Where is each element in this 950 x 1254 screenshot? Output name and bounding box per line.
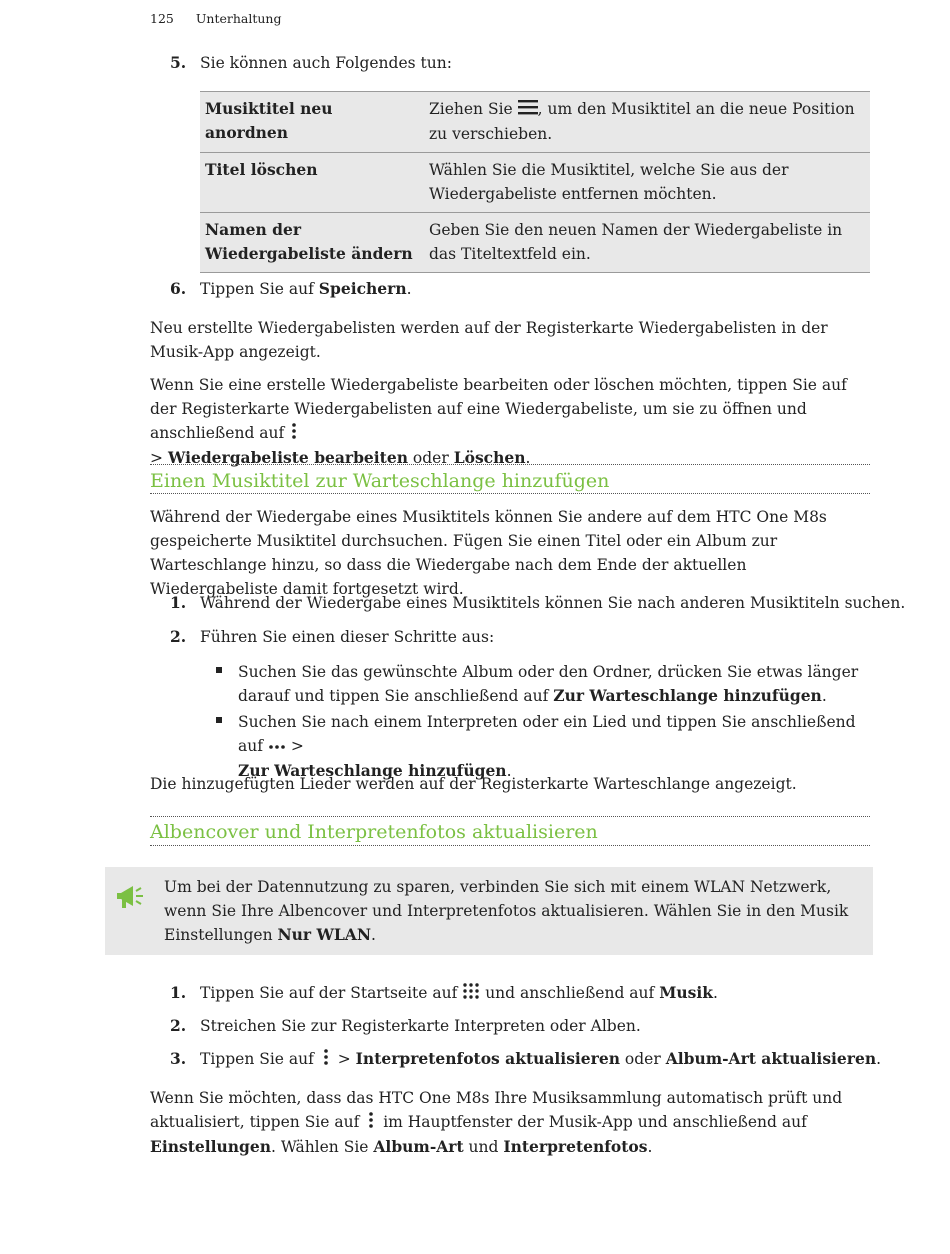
- note-text-part: Um bei der Datennutzung zu sparen, verbinden Sie sich mit einem WLAN Netzwerk, wenn Sie Ihre Albencover und Interpretenfotos aktualisieren. Wählen Sie in den Musik Einstellungen: [164, 878, 849, 944]
- drag-handle-icon: [518, 98, 538, 122]
- divider: [150, 493, 870, 494]
- paragraph-text: im Hauptfenster der Musik-App und anschließend auf: [383, 1113, 807, 1131]
- paragraph: [150, 1086, 870, 1159]
- step-text: Führen Sie einen dieser Schritte aus:: [200, 628, 495, 646]
- paragraph-text: und: [463, 1138, 504, 1156]
- paragraph-text: . Wählen Sie: [271, 1138, 374, 1156]
- step-text-bold: Musik: [659, 983, 713, 1002]
- option-description: [424, 92, 870, 153]
- bullet-text-part: Suchen Sie nach einem Interpreten oder ein Lied und tippen Sie anschließend auf: [238, 713, 856, 755]
- step-text: [200, 1047, 881, 1072]
- divider: [150, 816, 870, 817]
- option-name: Namen der Wiedergabeliste ändern: [200, 213, 424, 273]
- option-text: , um den Musiktitel an die neue Position zu verschieben.: [429, 100, 855, 143]
- step-text-part: Tippen Sie auf: [200, 1050, 314, 1068]
- page-number: 125: [150, 11, 174, 26]
- note-text-part: .: [371, 926, 376, 944]
- step-text: [200, 981, 718, 1007]
- paragraph: Neu erstellte Wiedergabelisten werden auf der Registerkarte Wiedergabelisten in der Musik-App angezeigt.: [150, 319, 828, 361]
- bullet-marker: [216, 717, 222, 723]
- bullet-text-bold: Zur Warteschlange hinzufügen: [553, 686, 822, 705]
- table-row: [200, 92, 870, 153]
- step-number: 2.: [170, 1016, 187, 1035]
- note-text-bold: Nur WLAN: [277, 925, 371, 944]
- note-text: [164, 875, 854, 947]
- step-text-part: oder: [624, 1050, 661, 1068]
- paragraph: [150, 373, 870, 470]
- bullet-text-part: Suchen Sie das gewünschte Album oder den Ordner, drücken Sie etwas länger darauf und tippen Sie anschließend auf: [238, 663, 859, 705]
- step-text-part: Tippen Sie auf der Startseite auf: [200, 984, 458, 1002]
- bullet-text-part: .: [506, 762, 512, 780]
- divider: [150, 464, 870, 465]
- step-number: 1.: [170, 593, 187, 612]
- divider: [150, 845, 870, 846]
- more-vertical-icon: [289, 422, 299, 446]
- step-text-bold: Interpretenfotos aktualisieren: [355, 1049, 620, 1068]
- separator: >: [337, 1050, 351, 1068]
- more-horizontal-icon: [268, 735, 286, 759]
- step-text-part: und anschließend auf: [485, 984, 660, 1002]
- separator: >: [150, 449, 163, 467]
- step-text: Sie können auch Folgendes tun:: [200, 54, 452, 72]
- page-header: [150, 7, 281, 31]
- section-heading: Einen Musiktitel zur Warteschlange hinzufügen: [150, 470, 610, 492]
- option-name: Musiktitel neu anordnen: [200, 92, 424, 153]
- step-text-bold: Speichern: [318, 279, 407, 298]
- paragraph-text: .: [525, 449, 531, 467]
- step-text-part: .: [712, 984, 718, 1002]
- section-name: Unterhaltung: [195, 11, 282, 26]
- more-vertical-icon: [364, 1111, 378, 1135]
- step-text-part: Tippen Sie auf: [200, 280, 319, 298]
- paragraph-bold: Interpretenfotos: [503, 1137, 648, 1156]
- step-text-bold: Album-Art aktualisieren: [665, 1049, 877, 1068]
- paragraph-bold: Einstellungen: [150, 1137, 272, 1156]
- step-number: 5.: [170, 53, 187, 72]
- bullet-text-part: .: [821, 687, 827, 705]
- option-text: Ziehen Sie: [429, 100, 518, 118]
- step-number: 2.: [170, 627, 187, 646]
- step-number: 6.: [170, 279, 187, 298]
- step-text: Während der Wiedergabe eines Musiktitels können Sie nach anderen Musiktiteln suchen.: [200, 594, 906, 612]
- separator: >: [290, 737, 304, 755]
- step-number: 3.: [170, 1049, 187, 1068]
- option-name: Titel löschen: [200, 153, 424, 213]
- bullet-text: [238, 660, 870, 708]
- bullet-text-bold: Zur Warteschlange hinzufügen: [238, 761, 507, 780]
- option-description: Wählen Sie die Musiktitel, welche Sie aus der Wiedergabeliste entfernen möchten.: [424, 153, 870, 213]
- more-vertical-icon: [319, 1048, 333, 1072]
- step-text-part: .: [876, 1050, 882, 1068]
- paragraph-text: .: [647, 1138, 653, 1156]
- paragraph-text: Wenn Sie möchten, dass das HTC One M8s Ihre Musiksammlung automatisch prüft und aktualisiert, tippen Sie auf: [150, 1089, 843, 1131]
- paragraph-bold: Album-Art: [373, 1137, 464, 1156]
- paragraph-bold: Wiedergabeliste bearbeiten: [167, 448, 408, 467]
- options-table: [200, 91, 870, 273]
- step-text: [200, 277, 412, 301]
- table-row: [200, 213, 870, 273]
- apps-grid-icon: [462, 982, 480, 1007]
- megaphone-icon: [115, 882, 147, 919]
- paragraph-text: Wenn Sie eine erstelle Wiedergabeliste bearbeiten oder löschen möchten, tippen Sie auf der Registerkarte Wiedergabelisten auf eine Wiedergabeliste, um sie zu öffnen und anschließend auf: [150, 376, 847, 442]
- paragraph-text: oder: [412, 449, 449, 467]
- step-number: 1.: [170, 983, 187, 1002]
- step-text: Streichen Sie zur Registerkarte Interpreten oder Alben.: [200, 1017, 641, 1035]
- paragraph: Während der Wiedergabe eines Musiktitels können Sie andere auf dem HTC One M8s gespeicherte Musiktitel durchsuchen. Fügen Sie einen Titel oder ein Album zur Warteschlange hinzu, so dass die Wiedergabe nach dem Ende der aktuellen Wiedergabeliste damit fortgesetzt wird.: [150, 508, 827, 598]
- table-row: [200, 153, 870, 213]
- paragraph-bold: Löschen: [453, 448, 526, 467]
- note-box: [105, 867, 873, 955]
- bullet-marker: [216, 667, 222, 673]
- paragraph: Die hinzugefügten Lieder werden auf der Registerkarte Warteschlange angezeigt.: [150, 775, 797, 793]
- section-heading: Albencover und Interpretenfotos aktualisieren: [150, 821, 598, 843]
- step-text-part: .: [406, 280, 412, 298]
- option-description: Geben Sie den neuen Namen der Wiedergabeliste in das Titeltextfeld ein.: [424, 213, 870, 273]
